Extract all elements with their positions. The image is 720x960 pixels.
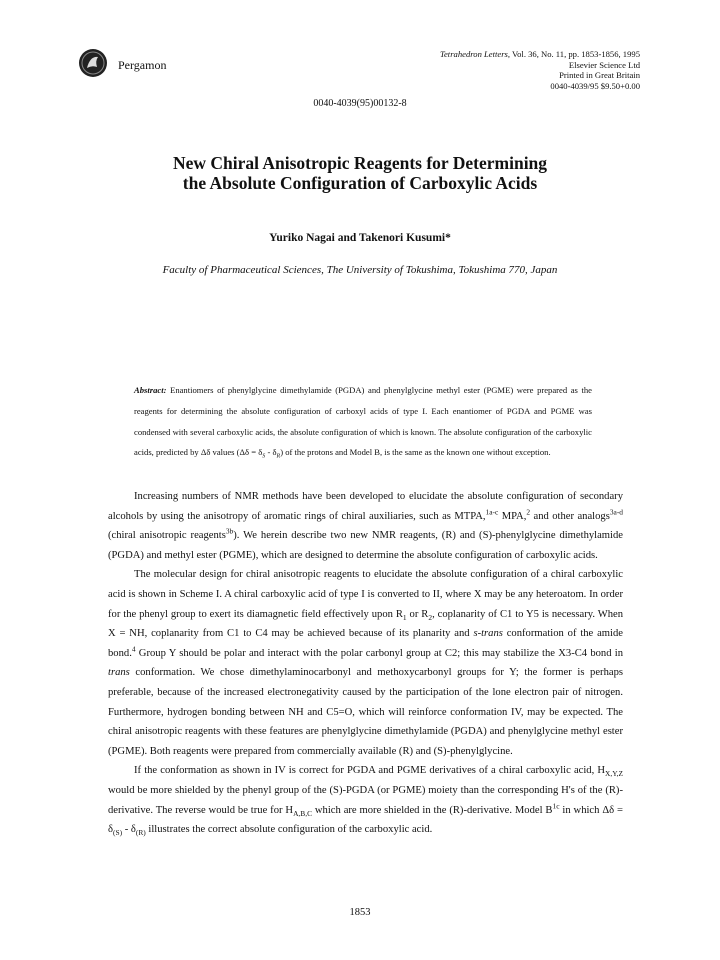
- body-text: [108, 487, 623, 840]
- page-number: 1853: [349, 907, 371, 918]
- abstract: Abstract: Enantiomers of phenylglycine dimethylamide (PGDA) and phenylglycine methyl ester (PGME) were prepared as the reagents for determining the absolute configuration of carboxyl acids of type I. Each enantiomer of PGDA and PGME was condensed with several carboxylic acids, the absolute configuration of which is known. The absolute configuration of the carboxylic acids, predicted by Δδ values $(\Delta\delta = \delta_S - \delta_R)$ of the protons and Model B, is the same as the known one without exception.: [134, 385, 592, 461]
- authors: Yuriko Nagai and Takenori Kusumi*: [269, 232, 451, 244]
- paragraph-2: The molecular design for chiral anisotropic reagents to elucidate the absolute configuration of a chiral carboxylic acid is shown in Scheme I. A chiral carboxylic acid of type I is converted to II, where X may be any heteroatom. In order for the phenyl group to exert its diamagnetic field effectively upon $R_1$ or $R_2$, coplanarity of C1 to Y5 is necessary. When X = NH, coplanarity from C1 to C4 may be achieved because of its planarity and s-trans conformation of the amide bond.$^4$ Group Y should be polar and interact with the polar carbonyl group at C2; this may stabilize the X3-C4 bond in trans conformation. We chose dimethylaminocarbonyl and methoxycarbonyl groups for Y; the former is perhaps preferable, because of the increased electronegativity caused by the participation of the lone electron pair of nitrogen. Furthermore, hydrogen bonding between NH and C5=O, which will reinforce conformation IV, may be expected. The chiral anisotropic reagents with these features are phenylglycine dimethylamide (PGDA) and phenylglycine methyl ester (PGME). Both reagents were prepared from commercially available (R) and (S)-phenylglycine.: [108, 569, 624, 757]
- abstract-label: Abstract:: [134, 385, 167, 395]
- price-line: 0040-4039/95 $9.50+0.00: [550, 80, 640, 91]
- affiliation: Faculty of Pharmaceutical Sciences, The University of Tokushima, Tokushima 770, Japan: [162, 264, 558, 276]
- paragraph-1: Increasing numbers of NMR methods have been developed to elucidate the absolute configuration of secondary alcohols by using the anisotropy of aromatic rings of chiral auxiliaries, such as MTPA,$^{1a-c}$ MPA,$^2$ and other analogs$^{3a-d}$ (chiral anisotropic reagents$^{3b}$). We herein describe two new NMR reagents, (R) and (S)-phenylglycine dimethylamide (PGDA) and methyl ester (PGME), which are designed to determine the absolute configuration of carboxylic acids.: [108, 491, 623, 561]
- doi: 0040-4039(95)00132-8: [313, 98, 407, 109]
- paragraph-3: If the conformation as shown in IV is correct for PGDA and PGME derivatives of a chiral carboxylic acid, $H_{X,Y,Z}$ would be more shielded by the phenyl group of the (S)-PGDA (or PGME) moiety than the corresponding H's of the (R)-derivative. The reverse would be true for $H_{A,B,C}$ which are more shielded in the (R)-derivative. Model $B^{1c}$ in which $\Delta\delta = \delta_{(S)} - \delta_{(R)}$ illustrates the correct absolute configuration of the carboxylic acid.: [108, 765, 623, 838]
- publisher-name: Pergamon: [118, 58, 167, 72]
- paper-title: New Chiral Anisotropic Reagents for Determining the Absolute Configuration of Carboxylic Acids: [172, 153, 548, 193]
- journal-info: [440, 49, 640, 91]
- journal-title: Tetrahedron Letters: [440, 49, 508, 59]
- publisher-line: Elsevier Science Ltd: [568, 59, 640, 70]
- printed-line: Printed in Great Britain: [559, 70, 640, 81]
- pergamon-logo-icon: [78, 48, 108, 78]
- journal-citation: Tetrahedron Letters, Vol. 36, No. 11, pp. 1853-1856, 1995: [440, 49, 640, 59]
